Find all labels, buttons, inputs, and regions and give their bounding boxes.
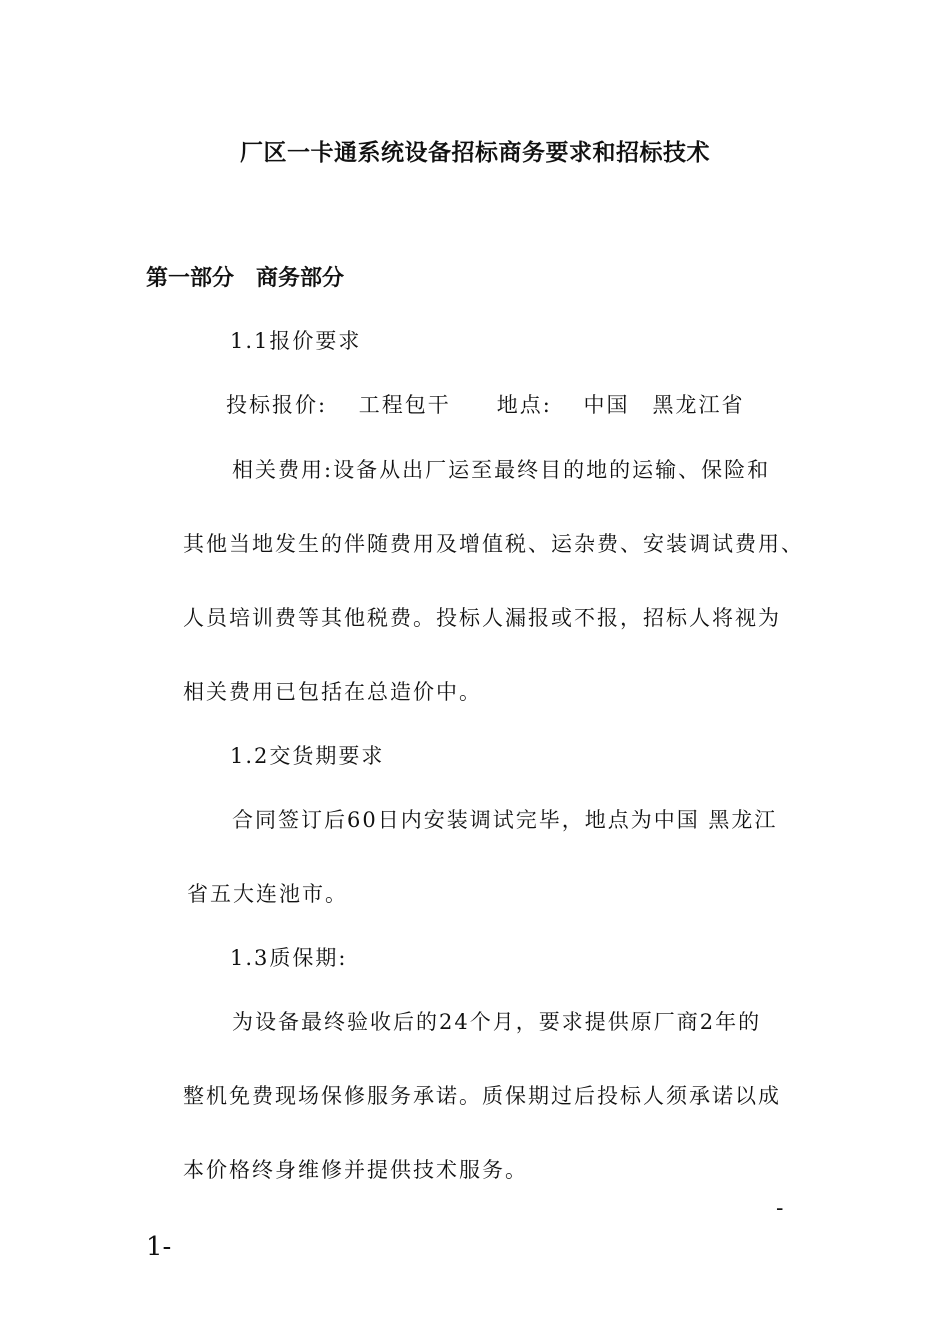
- document-title: 厂区一卡通系统设备招标商务要求和招标技术: [240, 140, 710, 166]
- part-heading: 第一部分 商务部分: [146, 266, 345, 291]
- footer-dash: -: [776, 1196, 784, 1221]
- paragraph-line: 人员培训费等其他税费。投标人漏报或不报，招标人将视为: [183, 606, 781, 630]
- section-heading-delivery: 1.2交货期要求: [230, 744, 385, 768]
- paragraph-line: 相关费用:设备从出厂运至最终目的地的运输、保险和: [232, 458, 771, 482]
- paragraph-line: 相关费用已包括在总造价中。: [183, 680, 482, 704]
- quotation-price-line: 投标报价: 工程包干 地点: 中国 黑龙江省: [226, 393, 745, 417]
- paragraph-line: 其他当地发生的伴随费用及增值税、运杂费、安装调试费用、: [183, 532, 804, 556]
- section-heading-quotation: 1.1报价要求: [230, 329, 362, 353]
- paragraph-line: 省五大连池市。: [187, 882, 348, 906]
- paragraph-line: 本价格终身维修并提供技术服务。: [183, 1158, 528, 1182]
- paragraph-line: 合同签订后60日内安装调试完毕，地点为中国 黑龙江: [232, 808, 778, 832]
- paragraph-line: 为设备最终验收后的24个月，要求提供原厂商2年的: [232, 1010, 762, 1034]
- section-heading-warranty: 1.3质保期:: [230, 946, 348, 970]
- paragraph-line: 整机免费现场保修服务承诺。质保期过后投标人须承诺以成: [183, 1084, 781, 1108]
- page-number: 1-: [146, 1232, 172, 1262]
